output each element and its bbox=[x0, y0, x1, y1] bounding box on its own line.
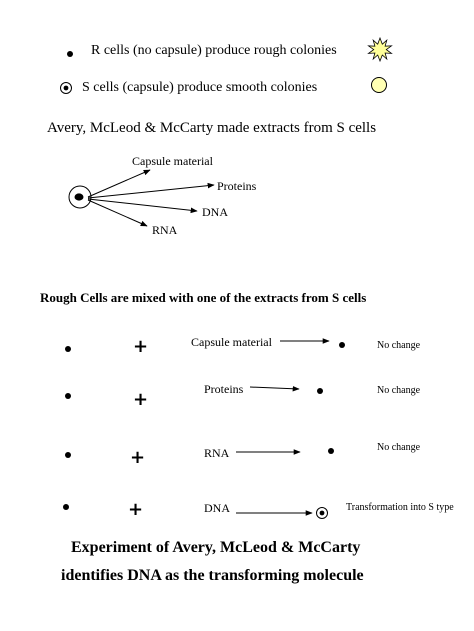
result-label: No change bbox=[377, 385, 421, 396]
plus-sign: + bbox=[128, 499, 144, 520]
conclusion-line-1: Experiment of Avery, McLeod & McCarty bbox=[71, 539, 361, 556]
s-cell-symbol bbox=[61, 83, 72, 94]
result-rough-cell bbox=[317, 388, 323, 394]
r-cells-description: R cells (no capsule) produce rough colonies bbox=[91, 43, 337, 58]
extract-label-proteins: Proteins bbox=[217, 179, 257, 193]
mixing-heading: Rough Cells are mixed with one of the extracts from S cells bbox=[40, 290, 367, 305]
s-cells-description: S cells (capsule) produce smooth colonies bbox=[82, 80, 318, 95]
rough-cell-dot bbox=[63, 504, 69, 510]
arrow-rna bbox=[88, 200, 147, 226]
r-cell-dot bbox=[67, 51, 73, 57]
mix-extract-proteins: Proteins bbox=[204, 382, 244, 396]
plus-sign: + bbox=[133, 336, 149, 357]
plus-sign: + bbox=[130, 447, 146, 468]
result-rough-cell bbox=[328, 448, 334, 454]
conclusion-line-2: identifies DNA as the transforming molecule bbox=[61, 567, 364, 584]
smooth-colony-icon bbox=[372, 78, 387, 93]
result-label: No change bbox=[377, 340, 421, 351]
result-rough-cell bbox=[339, 342, 345, 348]
rough-cell-dot bbox=[65, 346, 71, 352]
arrow-dna bbox=[88, 199, 197, 211]
arrow-proteins bbox=[88, 185, 214, 198]
s-cell-extract-source bbox=[69, 186, 91, 208]
rough-cell-dot bbox=[65, 452, 71, 458]
extract-label-dna: DNA bbox=[202, 205, 228, 219]
extract-label-capsule: Capsule material bbox=[132, 154, 213, 168]
mix-extract-capsule: Capsule material bbox=[191, 335, 272, 349]
plus-sign: + bbox=[133, 389, 149, 410]
result-label: No change bbox=[377, 442, 421, 453]
extracts-heading: Avery, McLeod & McCarty made extracts from S cells bbox=[47, 120, 377, 136]
rough-colony-icon bbox=[369, 38, 392, 61]
result-arrow bbox=[250, 387, 299, 389]
result-smooth-cell bbox=[317, 508, 328, 519]
mix-extract-rna: RNA bbox=[204, 446, 230, 460]
result-label-transformation: Transformation into S type bbox=[346, 502, 454, 513]
extract-label-rna: RNA bbox=[152, 223, 178, 237]
rough-cell-dot bbox=[65, 393, 71, 399]
mix-extract-dna: DNA bbox=[204, 501, 230, 515]
